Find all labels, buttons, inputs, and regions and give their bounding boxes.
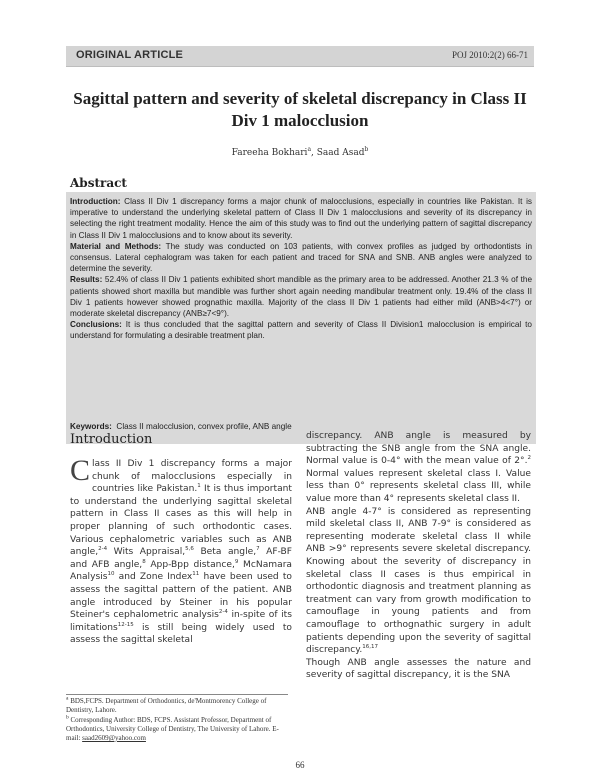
article-type-label: ORIGINAL ARTICLE bbox=[76, 49, 184, 61]
footnote-divider bbox=[66, 694, 288, 695]
author-separator: , bbox=[311, 148, 317, 158]
abstract-conclusions-text: It is thus concluded that the sagittal pattern and severity of Class II Division1 malocclusion is empirical to understand for formulating a desirable treatment plan. bbox=[70, 320, 532, 341]
introduction-heading: Introduction bbox=[70, 432, 153, 447]
abstract-body bbox=[70, 196, 532, 342]
footnote-a bbox=[66, 697, 292, 715]
page-number: 66 bbox=[295, 760, 305, 770]
intro-text: lass II Div 1 discrepancy forms a major chunk of malocclusions especially in countries like Pakistan. bbox=[92, 459, 292, 495]
abstract-methods-label: Material and Methods: bbox=[70, 241, 162, 251]
citation: 7 bbox=[256, 546, 260, 553]
abstract-conclusions bbox=[70, 319, 532, 341]
intro-text: discrepancy. ANB angle is measured by subtracting the SNB angle from the SNA angle. Normal value is 0-4° with the mean value of 2°. bbox=[306, 431, 531, 467]
author-1: Fareeha Bokhari bbox=[231, 148, 308, 158]
email-link[interactable]: saad2609@yahoo.com bbox=[82, 734, 146, 742]
citation: 2-4 bbox=[218, 609, 228, 616]
intro-text: Wits Appraisal, bbox=[107, 547, 186, 558]
intro-paragraph-4: Though ANB angle assesses the nature and severity of sagittal discrepancy, it is the SNA bbox=[306, 657, 531, 681]
citation: 5,6 bbox=[185, 546, 194, 553]
abstract-results bbox=[70, 274, 532, 319]
drop-cap: C bbox=[70, 454, 91, 487]
citation: 10 bbox=[107, 571, 115, 578]
abstract-methods-text: The study was conducted on 103 patients, with convex profiles as judged by orthodontists in consensus. Lateral cephalogram was taken for each patient and traced for SNA and SNB. ANB angles were analyzed to determine the severity. bbox=[70, 241, 532, 274]
article-title: Sagittal pattern and severity of skeletal discrepancy in Class II Div 1 malocclusion bbox=[73, 89, 527, 130]
abstract-intro-label: Introduction: bbox=[70, 197, 121, 206]
intro-text: in-spite of its limitations bbox=[70, 610, 292, 633]
footnote-b bbox=[66, 716, 292, 743]
keywords bbox=[70, 422, 292, 431]
abstract-box bbox=[66, 192, 536, 444]
author-1-affiliation: a bbox=[307, 146, 312, 153]
abstract-methods bbox=[70, 241, 532, 275]
citation: 9 bbox=[234, 558, 239, 565]
intro-text: and Zone Index bbox=[114, 572, 193, 583]
citation: 11 bbox=[192, 571, 200, 578]
citation: 1 bbox=[197, 483, 201, 490]
intro-paragraph-2 bbox=[306, 430, 531, 506]
citation: 2 bbox=[527, 455, 531, 462]
author-line bbox=[70, 148, 530, 158]
intro-text: Beta angle, bbox=[193, 547, 257, 558]
intro-text: It is thus important to understand the underlying sagittal skeletal pattern in Class II cases as this will help in proper planning of such orthodontic cases. Various cephalometric variables such as ANB angle, bbox=[70, 484, 292, 558]
footnote-marker: b bbox=[66, 714, 69, 721]
left-column bbox=[70, 454, 293, 647]
journal-reference: POJ 2010:2(2) 66-71 bbox=[452, 50, 528, 60]
intro-text: App-Bpp distance, bbox=[145, 559, 235, 570]
intro-text: ANB angle 4-7° is considered as representing mild skeletal class II, ANB 7-9° is considered as representing moderate skeletal class II while ANB >9° represents severe skeletal discrepancy. Knowing about the severity of discrepancy in skeletal class II cases is thus empirical in orthodontic diagnosis and treatment planning as treatment can vary from growth modification to camouflage in young patients and from camouflage to orthognathic surgery in adult patients depending upon the severity of sagittal discrepancy. bbox=[306, 506, 531, 656]
keywords-label: Keywords: bbox=[70, 422, 112, 431]
intro-text: is still being widely used to assess the sagittal skeletal bbox=[70, 622, 292, 646]
citation: 16,17 bbox=[362, 644, 379, 651]
footnote-text: Corresponding Author: BDS, FCPS. Assistant Professor, Department of Orthodontics, University College of Dentistry, The University of Lahore. E-mail: bbox=[66, 716, 279, 742]
abstract-results-text: 52.4% of class II Div 1 patients exhibited short mandible as the primary area to be addressed. Another 21.3 % of the patients showed short maxilla but mandible was further short again needing mandibular treatment only. 19.4% of the class II Div 1 patients however showed prognathic maxilla. Majority of the class II Div 1 patients had either mild (ANB>4<7°) or moderate skeletal discrepancy (ANB≥7<9°). bbox=[70, 275, 532, 319]
footnote-text: BDS,FCPS. Department of Orthodontics, de'Montmorency College of Dentistry, Lahore. bbox=[66, 697, 267, 714]
author-2: Saad Asad bbox=[316, 148, 365, 158]
intro-text: AF-BF and AFB angle, bbox=[70, 547, 293, 570]
abstract-conclusions-label: Conclusions: bbox=[70, 320, 122, 330]
intro-text: have been used to assess the sagittal pattern of the patient. ANB angle introduced by Steiner in his popular Steiner's cephalometric analysis bbox=[70, 572, 292, 621]
intro-text: Normal values represent skeletal class I. Value less than 0° represents skeletal class III, while value more than 4° represents skeletal class II. bbox=[306, 468, 531, 504]
citation: 2-4 bbox=[98, 546, 108, 553]
abstract-results-label: Results: bbox=[70, 275, 103, 285]
citation: 12-15 bbox=[117, 621, 134, 628]
citation: 8 bbox=[142, 558, 146, 565]
abstract-intro-text: Class II Div 1 discrepancy forms a major chunk of malocclusions, especially in countries like Pakistan. It is imperative to understand the underlying skeletal pattern of Class II Div 1 malocclusions and severity of its discrepancy in selecting the right treatment modality. Hence the aim of this study was to find out the underlying pattern of sagittal discrepancy in Class II Div 1 malocclusions and to know about its severity. bbox=[70, 197, 532, 240]
footnote-marker: a bbox=[66, 695, 69, 702]
intro-paragraph-3 bbox=[306, 506, 531, 657]
abstract-heading: Abstract bbox=[70, 176, 127, 190]
intro-text: McNamara Analysis bbox=[70, 559, 293, 583]
intro-paragraph-1 bbox=[70, 454, 293, 647]
author-2-affiliation: b bbox=[364, 146, 369, 153]
keywords-text: Class II malocclusion, convex profile, ANB angle bbox=[116, 422, 292, 431]
right-column bbox=[306, 430, 531, 682]
abstract-introduction bbox=[70, 196, 532, 241]
header-bar bbox=[66, 46, 534, 67]
